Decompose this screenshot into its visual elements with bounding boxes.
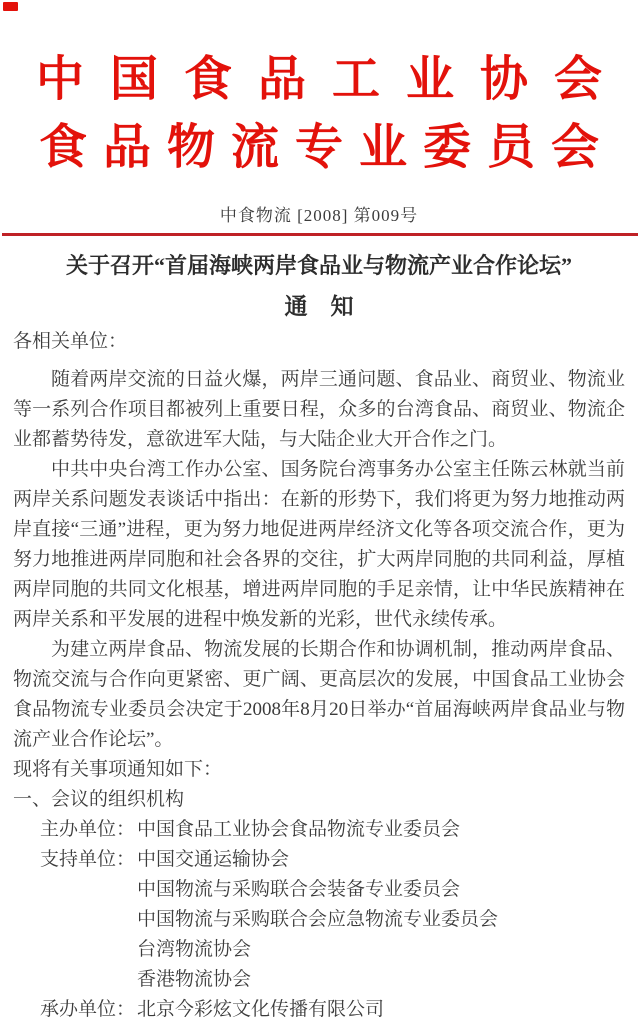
org-row-support (40, 845, 625, 995)
notice-body (0, 327, 638, 1025)
org-value: 中国食品工业协会食品物流专业委员会 (137, 819, 461, 840)
notice-lead-line: 现将有关事项通知如下： (13, 759, 223, 780)
org-values-host (137, 815, 625, 845)
org-value: 中国物流与采购联合会装备专业委员会 (137, 879, 461, 900)
letterhead (0, 46, 638, 182)
document-number: 中食物流 [2008] 第009号 (219, 206, 419, 225)
org-value: 中国物流与采购联合会应急物流专业委员会 (137, 909, 499, 930)
letterhead-line-1: 中国食品工业协会 (35, 53, 628, 106)
org-values-support (137, 845, 625, 995)
paragraph-2: 中共中央台湾工作办公室、国务院台湾事务办公室主任陈云林就当前两岸关系问题发表谈话中指出：在新的形势下，我们将更为努力地推动两岸直接“三通”进程，更为努力地促进两岸经济文化等各项交流合作，更为努力地推进两岸同胞和社会各界的交往，扩大两岸同胞的共同利益，厚植两岸同胞的共同文化根基，增进两岸同胞的手足亲情，让中华民族精神在两岸关系和平发展的进程中焕发新的光彩，世代永续传承。 (13, 459, 625, 630)
org-value: 北京今彩炫文化传播有限公司 (137, 999, 385, 1020)
org-label-host: 主办单位： (40, 819, 136, 840)
org-row-host (40, 815, 625, 845)
org-values-organizer (137, 995, 625, 1025)
org-row-organizer (40, 995, 625, 1025)
section-1-heading: 一、会议的组织机构 (13, 789, 185, 810)
red-divider-line (2, 233, 638, 236)
org-label-support: 支持单位： (40, 849, 136, 870)
letterhead-line-2: 食品物流专业委员会 (38, 121, 615, 174)
org-value: 香港物流协会 (137, 969, 252, 990)
org-value: 中国交通运输协会 (137, 849, 290, 870)
paragraph-3: 为建立两岸食品、物流发展的长期合作和协调机制，推动两岸食品、物流交流与合作向更紧密、更广阔、更高层次的发展，中国食品工业协会食品物流专业委员会决定于2008年8月20日举办“首届海峡两岸食品业与物流产业合作论坛”。 (13, 639, 625, 750)
org-value: 台湾物流协会 (137, 939, 252, 960)
org-label-organizer: 承办单位： (40, 999, 136, 1020)
notice-subtitle: 通 知 (284, 294, 354, 319)
scan-artifact-mark (3, 2, 18, 11)
notice-title: 关于召开“首届海峡两岸食品业与物流产业合作论坛” (65, 253, 572, 278)
paragraph-1: 随着两岸交流的日益火爆，两岸三通问题、食品业、商贸业、物流业等一系列合作项目都被列上重要日程，众多的台湾食品、商贸业、物流企业都蓄势待发，意欲进军大陆，与大陆企业大开合作之门。 (13, 369, 625, 450)
salutation: 各相关单位： (13, 331, 128, 352)
